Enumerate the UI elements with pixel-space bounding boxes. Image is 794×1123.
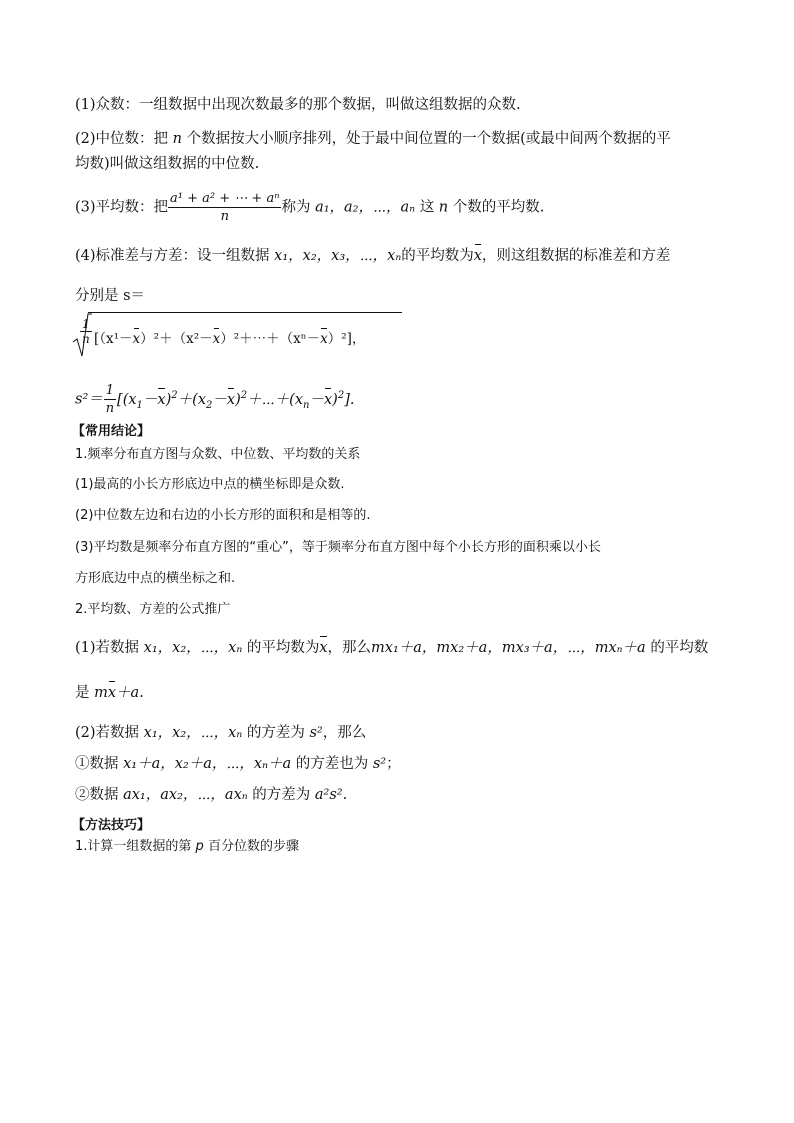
definition-mode	[75, 96, 521, 114]
median-n: n	[172, 131, 182, 147]
variance-xbar: x	[473, 248, 482, 264]
median-label: (2)中位数：	[75, 131, 154, 147]
c2b2-val: a²s².	[314, 787, 348, 803]
variance-text-b: 的平均数为	[401, 248, 474, 264]
mean-fraction	[168, 190, 281, 225]
mean-n: n	[438, 199, 449, 216]
definition-median	[75, 130, 671, 148]
conclusion-2-title: 2.平均数、方差的公式推广	[75, 602, 231, 617]
c2b2-text-b: 的方差为	[252, 787, 311, 803]
conclusion-1c-line1: (3)平均数是频率分布直方图的“重心”，等于频率分布直方图中每个小长方形的面积乘以小长	[75, 540, 601, 555]
variance-label: (4)标准差与方差：	[75, 248, 198, 264]
conclusion-1a: (1)最高的小长方形底边中点的横坐标即是众数.	[75, 477, 345, 492]
conclusion-2b-line1	[75, 724, 366, 742]
c2a-exprs: mx₁＋a，mx₂＋a，mx₃＋a，⋯，mxₙ＋a	[371, 640, 646, 656]
c2a-line2-prefix: 是	[75, 685, 90, 701]
variance-line2: 分别是 s＝	[75, 288, 146, 304]
conclusion-1c-line2: 方形底边中点的横坐标之和.	[75, 571, 236, 586]
mean-text-b: 称为	[281, 199, 311, 216]
mean-text-a: 把	[153, 199, 169, 216]
mean-fraction-numerator: a¹ + a² + ⋯ + aⁿ	[170, 191, 280, 206]
mean-vars: a₁，a₂，⋯，aₙ	[315, 199, 416, 216]
mode-label: (1)众数：	[75, 97, 140, 113]
c2b2-text-a: ②数据	[75, 787, 119, 803]
c2a-line2-m: m	[94, 685, 108, 701]
definition-variance	[75, 247, 670, 265]
c2b2-expr: ax₁，ax₂，⋯，axₙ	[123, 787, 248, 803]
conclusion-2a-line1: (1)若数据 x₁，x₂，⋯，xₙ 的平均数为x，那么mx₁＋a，mx₂＋a，mx₃＋a，⋯，mxₙ＋a 的平均数	[75, 640, 709, 656]
median-text-a: 把	[153, 131, 169, 147]
mean-label: (3)平均数：	[75, 199, 154, 216]
variance-formula: s²＝ $\frac{1}{n}$ $[(x_1-x)^2+(x_2-x)^2+\cdots+(x_n-x)^2]$.	[75, 383, 355, 416]
mode-text: 一组数据中出现次数最多的那个数据，叫做这组数据的众数.	[139, 97, 521, 113]
variance-text-a: 设一组数据	[197, 248, 270, 264]
method-1-p: p	[195, 839, 204, 854]
median-text-b: 个数据按大小顺序排列，处于最中间位置的一个数据(或最中间两个数据的平	[186, 131, 671, 147]
conclusion-2a-line2: 是 mx＋a.	[75, 685, 144, 701]
c2b1-end: ；	[386, 756, 401, 772]
definition-median-line2: 均数)叫做这组数据的中位数.	[75, 156, 260, 172]
c2b-text-b: 的方差为	[246, 725, 305, 741]
c2a-text-a: (1)若数据	[75, 640, 140, 656]
c2b1-expr: x₁＋a，x₂＋a，⋯，xₙ＋a	[123, 756, 292, 772]
c2a-vars: x₁，x₂，⋯，xₙ	[143, 640, 243, 656]
conclusion-1b: (2)中位数左边和右边的小长方形的面积和是相等的.	[75, 508, 371, 523]
mean-text-c: 这	[419, 199, 435, 216]
variance-text-c: ，则这组数据的标准差和方差	[481, 248, 671, 264]
sd-formula	[72, 312, 402, 358]
mean-text-d: 个数的平均数.	[452, 199, 545, 216]
conclusion-2b-1	[75, 755, 401, 773]
variance-vars: x₁，x₂，x₃，⋯，xₙ	[274, 248, 402, 264]
c2a-line2-rest: ＋a.	[116, 685, 144, 701]
conclusion-2b-2	[75, 786, 347, 804]
conclusions-heading: 【常用结论】	[72, 424, 151, 439]
method-1-text: 1.计算一组数据的第	[75, 839, 192, 854]
conclusion-1-title: 1.频率分布直方图与众数、中位数、平均数的关系	[75, 447, 361, 462]
sd-fraction: $\frac{1}{n}$	[81, 317, 90, 346]
variance-prefix: s²＝	[75, 391, 103, 408]
method-1-end: 百分位数的步骤	[207, 839, 299, 854]
c2a-text-d: 的平均数	[650, 640, 709, 656]
definition-mean	[75, 190, 544, 225]
methods-heading: 【方法技巧】	[72, 818, 151, 833]
sd-formula-body: [（x¹－x）²＋（x²－x）²＋⋯＋（xⁿ－x）²]，	[94, 331, 366, 347]
c2b1-s2: s²	[372, 756, 387, 772]
variance-fraction: $\frac{1}{n}$	[105, 383, 115, 416]
c2b-s2: s²	[309, 725, 323, 741]
c2a-text-c: ，那么	[327, 640, 372, 656]
c2b-text-c: ，那么	[322, 725, 367, 741]
c2a-text-b: 的平均数为	[246, 640, 320, 656]
c2b1-text-b: 的方差也为	[295, 756, 369, 772]
c2b1-text-a: ①数据	[75, 756, 119, 772]
c2b-text-a: (2)若数据	[75, 725, 140, 741]
method-1	[75, 838, 299, 856]
c2b-vars: x₁，x₂，⋯，xₙ	[143, 725, 243, 741]
mean-fraction-denominator: n	[220, 209, 229, 224]
